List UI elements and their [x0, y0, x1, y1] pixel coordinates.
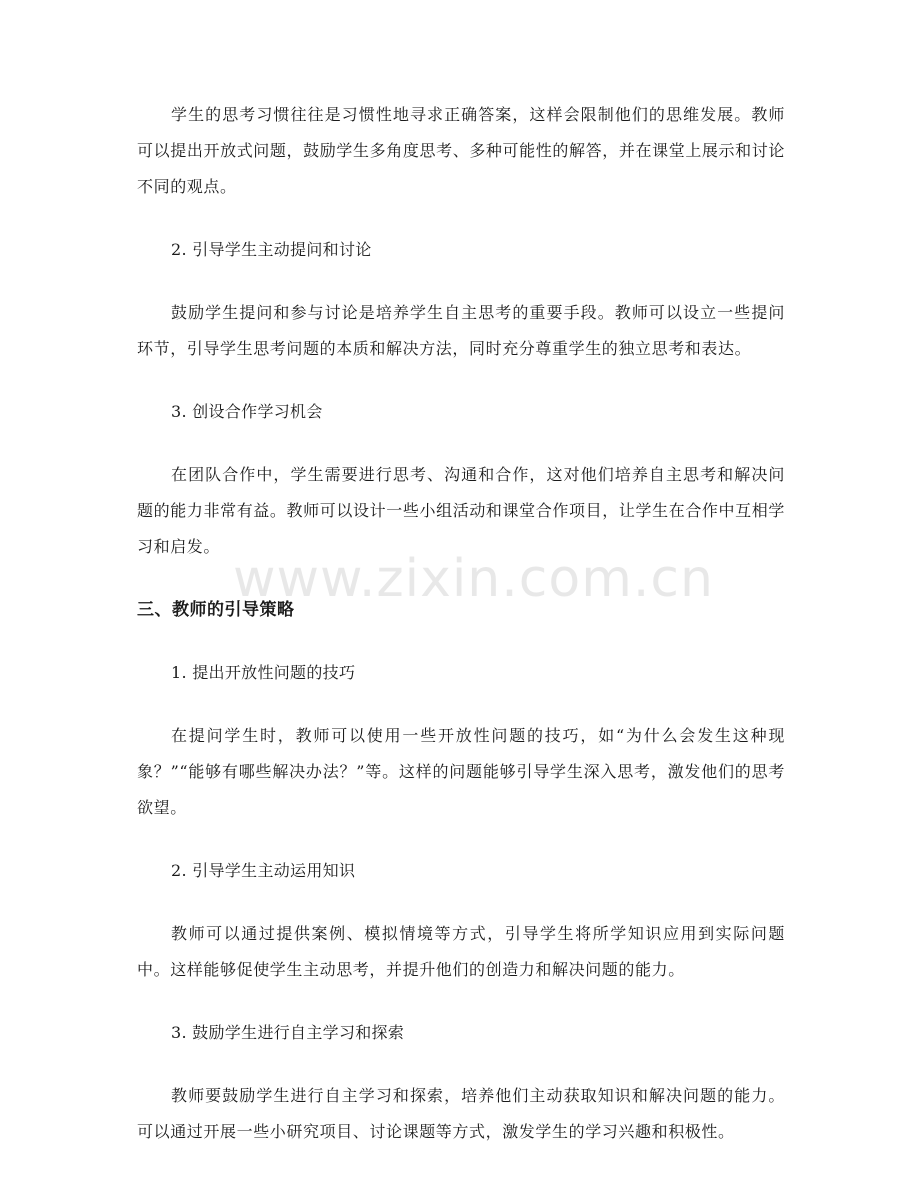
paragraph-teamwork: 在团队合作中，学生需要进行思考、沟通和合作，这对他们培养自主思考和解决问题的能力非常有益。教师可以设计一些小组活动和课堂合作项目，让学生在合作中互相学习和启发。	[137, 465, 785, 556]
paragraph-open-questions: 在提问学生时，教师可以使用一些开放性问题的技巧，如“为什么会发生这种现象？”“能够有哪些解决办法？”等。这样的问题能够引导学生深入思考，激发他们的思考欲望。	[137, 726, 785, 817]
subheading-apply-knowledge: 2. 引导学生主动运用知识	[171, 861, 356, 880]
paragraph-questions-discussion: 鼓励学生提问和参与讨论是培养学生自主思考的重要手段。教师可以设立一些提问环节，引导学生思考问题的本质和解决方法，同时充分尊重学生的独立思考和表达。	[137, 303, 785, 358]
subheading-encourage-questions: 2. 引导学生主动提问和讨论	[171, 240, 372, 259]
subheading-open-questions: 1. 提出开放性问题的技巧	[171, 663, 356, 682]
paragraph-apply-knowledge: 教师可以通过提供案例、模拟情境等方式，引导学生将所学知识应用到实际问题中。这样能够促使学生主动思考，并提升他们的创造力和解决问题的能力。	[137, 924, 785, 979]
paragraph-self-directed-learning: 教师要鼓励学生进行自主学习和探索，培养他们主动获取知识和解决问题的能力。可以通过开展一些小研究项目、讨论课题等方式，激发学生的学习兴趣和积极性。	[137, 1086, 785, 1141]
subheading-cooperative-learning: 3. 创设合作学习机会	[171, 402, 323, 421]
watermark: www.zixin.com.cn	[233, 549, 714, 609]
subheading-self-directed-learning: 3. 鼓励学生进行自主学习和探索	[171, 1023, 405, 1042]
document-body	[137, 97, 785, 1177]
section-heading-teacher-strategies: 三、教师的引导策略	[137, 600, 295, 620]
paragraph-thinking-habits: 学生的思考习惯往往是习惯性地寻求正确答案，这样会限制他们的思维发展。教师可以提出开放式问题，鼓励学生多角度思考、多种可能性的解答，并在课堂上展示和讨论不同的观点。	[137, 105, 785, 196]
